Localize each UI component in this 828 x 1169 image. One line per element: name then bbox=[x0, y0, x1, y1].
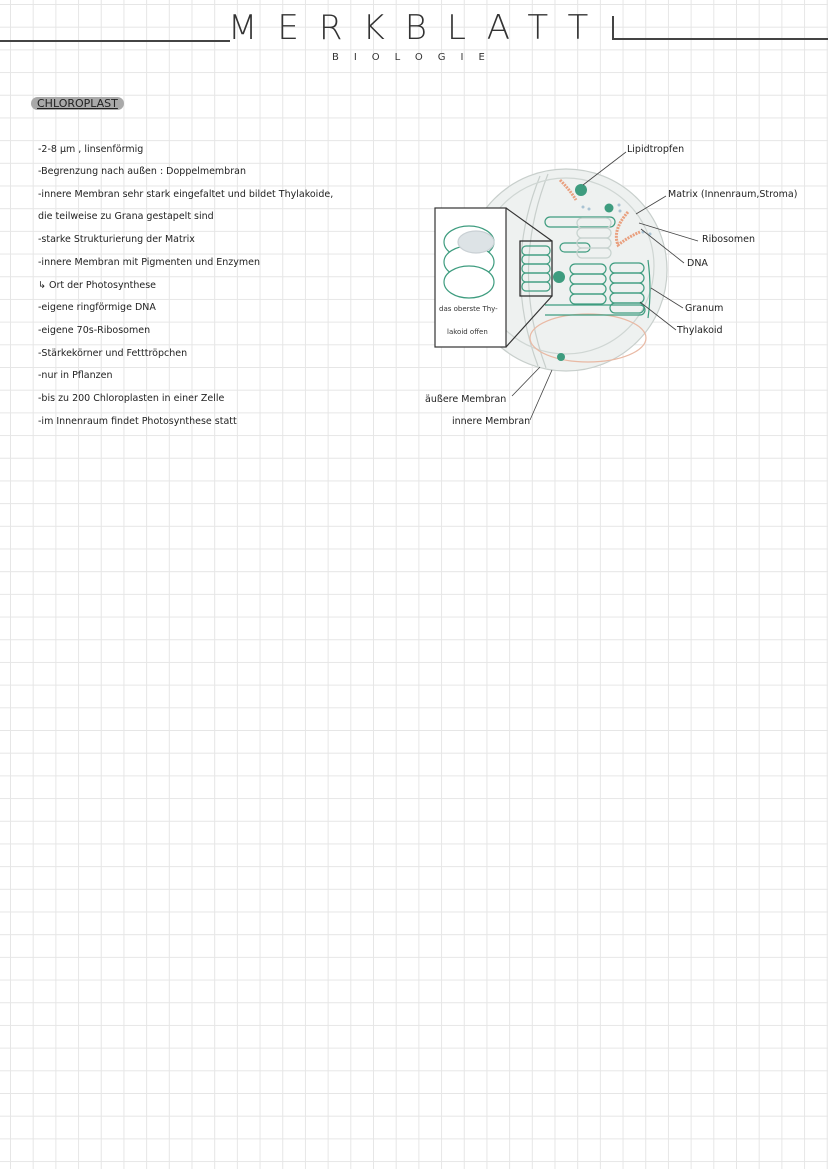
note-line: -starke Strukturierung der Matrix bbox=[38, 234, 195, 245]
note-line: -2-8 µm , linsenförmig bbox=[38, 144, 144, 155]
note-line: -innere Membran sehr stark eingefaltet und bildet Thylakoide, bbox=[38, 189, 334, 200]
inset-thylakoids bbox=[444, 226, 494, 298]
note-line: -eigene ringförmige DNA bbox=[38, 302, 156, 313]
label-matrix: Matrix (Innenraum,Stroma) bbox=[668, 189, 798, 200]
note-line: -Stärkekörner und Fetttröpchen bbox=[38, 348, 188, 359]
note-line: ↳ Ort der Photosynthese bbox=[38, 280, 156, 291]
note-line: -Begrenzung nach außen : Doppelmembran bbox=[38, 166, 246, 177]
page-subtitle: BIOLOGIE bbox=[332, 52, 500, 63]
label-thylakoid: Thylakoid bbox=[677, 325, 723, 336]
label-granum: Granum bbox=[685, 303, 724, 314]
page-title: MERKBLATT bbox=[228, 8, 609, 48]
label-lipidtropfen: Lipidtropfen bbox=[627, 144, 685, 155]
label-dna: DNA bbox=[687, 258, 708, 269]
note-line: -innere Membran mit Pigmenten und Enzymen bbox=[38, 257, 261, 268]
note-line: -im Innenraum findet Photosynthese statt bbox=[38, 416, 237, 427]
note-line: -bis zu 200 Chloroplasten in einer Zelle bbox=[38, 393, 225, 404]
inset-caption: lakoid offen bbox=[447, 328, 488, 336]
note-line: -nur in Pflanzen bbox=[38, 370, 113, 381]
label-ribosomen: Ribosomen bbox=[702, 234, 755, 245]
note-line: die teilweise zu Grana gestapelt sind bbox=[38, 211, 214, 222]
label-outer-membrane: äußere Membran bbox=[425, 394, 507, 405]
note-line: -eigene 70s-Ribosomen bbox=[38, 325, 151, 336]
inset-caption: das oberste Thy- bbox=[439, 305, 498, 313]
section-tag: CHLOROPLAST bbox=[31, 97, 124, 110]
label-inner-membrane: innere Membran bbox=[452, 416, 531, 427]
